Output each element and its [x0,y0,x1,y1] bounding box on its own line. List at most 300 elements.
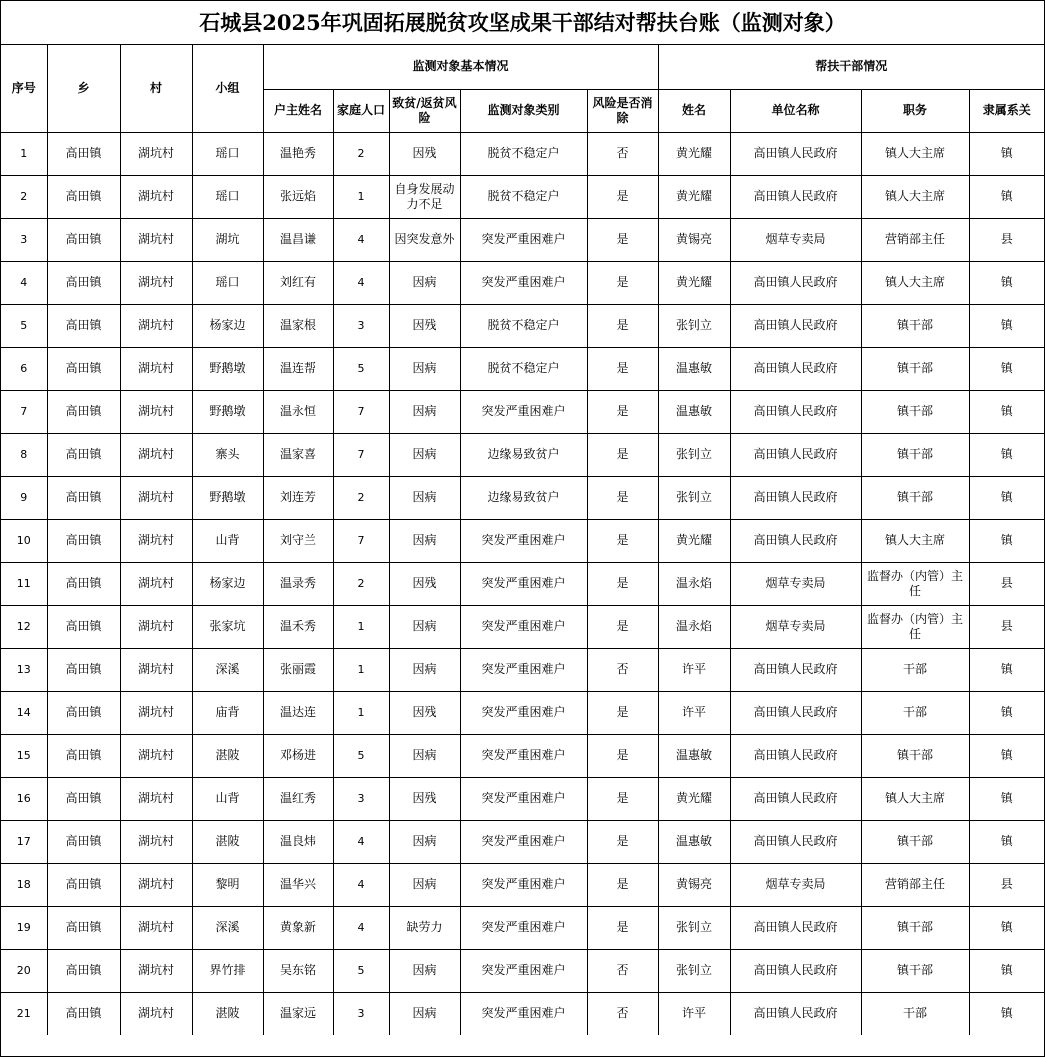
cell-group: 瑶口 [192,132,263,175]
cell-category: 突发严重困难户 [460,777,587,820]
cell-township: 高田镇 [47,476,120,519]
cell-position: 镇人大主席 [861,261,969,304]
cell-level: 镇 [969,433,1044,476]
cell-unit: 高田镇人民政府 [730,734,861,777]
cell-village: 湖坑村 [120,476,192,519]
cell-position: 镇干部 [861,734,969,777]
table-row [1,949,1044,992]
cell-eliminated: 是 [587,605,658,648]
cell-eliminated: 是 [587,562,658,605]
cell-township: 高田镇 [47,347,120,390]
cell-category: 突发严重困难户 [460,519,587,562]
cell-level: 县 [969,605,1044,648]
cell-unit: 高田镇人民政府 [730,992,861,1035]
cell-unit: 高田镇人民政府 [730,519,861,562]
cell-township: 高田镇 [47,691,120,734]
cell-group: 杨家边 [192,304,263,347]
cell-eliminated: 是 [587,175,658,218]
cell-eliminated: 否 [587,132,658,175]
cell-helper-name: 黄锡亮 [658,863,730,906]
cell-index: 1 [1,132,47,175]
cell-township: 高田镇 [47,218,120,261]
cell-head-name: 张丽霞 [263,648,333,691]
cell-helper-name: 温惠敏 [658,347,730,390]
cell-category: 突发严重困难户 [460,906,587,949]
cell-level: 镇 [969,992,1044,1035]
cell-township: 高田镇 [47,175,120,218]
cell-risk: 因病 [389,949,460,992]
cell-position: 镇干部 [861,433,969,476]
table-row [1,132,1044,175]
cell-helper-name: 温惠敏 [658,390,730,433]
cell-unit: 烟草专卖局 [730,863,861,906]
header-unit: 单位名称 [730,89,861,132]
cell-position: 监督办（内管）主任 [861,605,969,648]
cell-family-size: 4 [333,863,389,906]
cell-index: 20 [1,949,47,992]
cell-unit: 高田镇人民政府 [730,820,861,863]
cell-township: 高田镇 [47,906,120,949]
cell-group: 瑶口 [192,261,263,304]
cell-risk: 因病 [389,992,460,1035]
header-eliminated: 风险是否消除 [587,89,658,132]
cell-risk: 因病 [389,605,460,648]
cell-township: 高田镇 [47,605,120,648]
header-family-size: 家庭人口 [333,89,389,132]
cell-level: 镇 [969,734,1044,777]
cell-unit: 烟草专卖局 [730,218,861,261]
cell-head-name: 温录秀 [263,562,333,605]
cell-category: 突发严重困难户 [460,863,587,906]
cell-village: 湖坑村 [120,261,192,304]
cell-township: 高田镇 [47,648,120,691]
cell-township: 高田镇 [47,519,120,562]
cell-helper-name: 张钊立 [658,433,730,476]
header-village: 村 [120,45,192,132]
cell-family-size: 1 [333,175,389,218]
cell-helper-name: 许平 [658,648,730,691]
cell-helper-name: 温永焰 [658,605,730,648]
cell-category: 突发严重困难户 [460,261,587,304]
cell-category: 边缘易致贫户 [460,476,587,519]
cell-village: 湖坑村 [120,992,192,1035]
cell-helper-name: 黄光耀 [658,777,730,820]
cell-eliminated: 是 [587,777,658,820]
cell-group: 湛陂 [192,992,263,1035]
cell-family-size: 4 [333,218,389,261]
cell-township: 高田镇 [47,562,120,605]
cell-village: 湖坑村 [120,347,192,390]
table-row [1,562,1044,605]
cell-position: 镇干部 [861,304,969,347]
cell-head-name: 温家根 [263,304,333,347]
cell-family-size: 3 [333,777,389,820]
cell-eliminated: 否 [587,949,658,992]
cell-position: 干部 [861,992,969,1035]
cell-head-name: 温连帮 [263,347,333,390]
cell-risk: 因病 [389,734,460,777]
cell-head-name: 张远焰 [263,175,333,218]
cell-category: 边缘易致贫户 [460,433,587,476]
cell-index: 19 [1,906,47,949]
table-row [1,433,1044,476]
cell-helper-name: 张钊立 [658,906,730,949]
cell-level: 县 [969,218,1044,261]
cell-index: 21 [1,992,47,1035]
cell-head-name: 温永恒 [263,390,333,433]
cell-category: 突发严重困难户 [460,820,587,863]
cell-township: 高田镇 [47,132,120,175]
cell-eliminated: 是 [587,304,658,347]
cell-group: 寨头 [192,433,263,476]
header-index: 序号 [1,45,47,132]
cell-position: 镇干部 [861,347,969,390]
cell-village: 湖坑村 [120,562,192,605]
cell-township: 高田镇 [47,949,120,992]
cell-eliminated: 是 [587,691,658,734]
cell-risk: 因病 [389,820,460,863]
cell-level: 镇 [969,261,1044,304]
cell-unit: 高田镇人民政府 [730,390,861,433]
cell-township: 高田镇 [47,390,120,433]
header-township: 乡 [47,45,120,132]
cell-risk: 因残 [389,777,460,820]
cell-head-name: 温艳秀 [263,132,333,175]
cell-unit: 高田镇人民政府 [730,906,861,949]
cell-head-name: 温家远 [263,992,333,1035]
cell-village: 湖坑村 [120,648,192,691]
cell-township: 高田镇 [47,863,120,906]
cell-level: 镇 [969,175,1044,218]
header-level: 隶属系关 [969,89,1044,132]
cell-unit: 烟草专卖局 [730,605,861,648]
cell-family-size: 7 [333,519,389,562]
cell-township: 高田镇 [47,777,120,820]
header-category: 监测对象类别 [460,89,587,132]
header-head-name: 户主姓名 [263,89,333,132]
cell-index: 18 [1,863,47,906]
cell-family-size: 1 [333,605,389,648]
header-group: 小组 [192,45,263,132]
cell-level: 镇 [969,390,1044,433]
cell-position: 镇人大主席 [861,132,969,175]
cell-level: 镇 [969,777,1044,820]
cell-group: 瑶口 [192,175,263,218]
cell-eliminated: 是 [587,476,658,519]
cell-category: 突发严重困难户 [460,390,587,433]
cell-head-name: 刘守兰 [263,519,333,562]
cell-eliminated: 是 [587,347,658,390]
cell-helper-name: 黄锡亮 [658,218,730,261]
cell-head-name: 温良炜 [263,820,333,863]
table-body [1,132,1044,1035]
cell-group: 深溪 [192,906,263,949]
table-row [1,906,1044,949]
cell-village: 湖坑村 [120,777,192,820]
cell-family-size: 1 [333,648,389,691]
cell-group: 山背 [192,777,263,820]
cell-index: 15 [1,734,47,777]
cell-index: 8 [1,433,47,476]
cell-head-name: 温达连 [263,691,333,734]
cell-position: 镇干部 [861,390,969,433]
cell-unit: 高田镇人民政府 [730,949,861,992]
cell-village: 湖坑村 [120,820,192,863]
cell-risk: 因残 [389,132,460,175]
cell-risk: 因残 [389,304,460,347]
cell-index: 4 [1,261,47,304]
cell-family-size: 2 [333,562,389,605]
cell-helper-name: 张钊立 [658,304,730,347]
cell-group: 野鹅墩 [192,476,263,519]
cell-risk: 因突发意外 [389,218,460,261]
table-row [1,476,1044,519]
cell-position: 镇干部 [861,476,969,519]
cell-eliminated: 是 [587,218,658,261]
cell-family-size: 4 [333,820,389,863]
table-row [1,691,1044,734]
cell-index: 5 [1,304,47,347]
cell-head-name: 温红秀 [263,777,333,820]
cell-family-size: 5 [333,949,389,992]
cell-index: 14 [1,691,47,734]
cell-level: 镇 [969,132,1044,175]
cell-helper-name: 张钊立 [658,476,730,519]
cell-unit: 烟草专卖局 [730,562,861,605]
cell-eliminated: 是 [587,261,658,304]
cell-position: 镇人大主席 [861,777,969,820]
cell-group: 黎明 [192,863,263,906]
cell-position: 营销部主任 [861,218,969,261]
cell-category: 突发严重困难户 [460,648,587,691]
cell-family-size: 5 [333,347,389,390]
table-row [1,175,1044,218]
cell-village: 湖坑村 [120,691,192,734]
table-row [1,820,1044,863]
cell-eliminated: 是 [587,433,658,476]
table-row [1,347,1044,390]
cell-village: 湖坑村 [120,605,192,648]
cell-head-name: 温禾秀 [263,605,333,648]
cell-eliminated: 是 [587,906,658,949]
table-row [1,605,1044,648]
cell-level: 镇 [969,476,1044,519]
cell-township: 高田镇 [47,433,120,476]
cell-risk: 因病 [389,347,460,390]
cell-helper-name: 张钊立 [658,949,730,992]
table-row [1,218,1044,261]
cell-position: 镇人大主席 [861,519,969,562]
cell-position: 镇干部 [861,949,969,992]
table-row [1,992,1044,1035]
table-row [1,777,1044,820]
cell-risk: 因病 [389,648,460,691]
cell-position: 镇干部 [861,906,969,949]
cell-category: 脱贫不稳定户 [460,347,587,390]
cell-group: 界竹排 [192,949,263,992]
table-row [1,734,1044,777]
cell-township: 高田镇 [47,261,120,304]
cell-township: 高田镇 [47,734,120,777]
cell-unit: 高田镇人民政府 [730,132,861,175]
cell-index: 2 [1,175,47,218]
cell-level: 镇 [969,304,1044,347]
cell-eliminated: 否 [587,648,658,691]
cell-category: 突发严重困难户 [460,949,587,992]
cell-position: 镇人大主席 [861,175,969,218]
cell-level: 镇 [969,820,1044,863]
cell-risk: 因病 [389,433,460,476]
cell-helper-name: 许平 [658,691,730,734]
cell-position: 干部 [861,691,969,734]
cell-family-size: 3 [333,304,389,347]
cell-village: 湖坑村 [120,734,192,777]
cell-risk: 因病 [389,519,460,562]
ledger-table [1,45,1044,1035]
cell-village: 湖坑村 [120,863,192,906]
cell-head-name: 黄象新 [263,906,333,949]
cell-unit: 高田镇人民政府 [730,433,861,476]
table-row [1,519,1044,562]
cell-index: 12 [1,605,47,648]
cell-category: 脱贫不稳定户 [460,132,587,175]
cell-village: 湖坑村 [120,433,192,476]
cell-family-size: 2 [333,476,389,519]
cell-eliminated: 否 [587,992,658,1035]
cell-unit: 高田镇人民政府 [730,175,861,218]
cell-head-name: 吴东铭 [263,949,333,992]
cell-head-name: 温华兴 [263,863,333,906]
cell-family-size: 4 [333,906,389,949]
cell-helper-name: 温永焰 [658,562,730,605]
cell-risk: 因残 [389,562,460,605]
cell-helper-name: 黄光耀 [658,132,730,175]
table-row [1,863,1044,906]
cell-head-name: 刘连芳 [263,476,333,519]
cell-head-name: 刘红有 [263,261,333,304]
header-position: 职务 [861,89,969,132]
cell-index: 11 [1,562,47,605]
cell-level: 县 [969,863,1044,906]
cell-level: 镇 [969,691,1044,734]
table-row [1,261,1044,304]
cell-family-size: 5 [333,734,389,777]
cell-position: 镇干部 [861,820,969,863]
cell-risk: 因病 [389,863,460,906]
cell-index: 7 [1,390,47,433]
cell-category: 脱贫不稳定户 [460,175,587,218]
cell-level: 镇 [969,906,1044,949]
cell-group: 湛陂 [192,820,263,863]
table-row [1,390,1044,433]
cell-risk: 因病 [389,390,460,433]
cell-village: 湖坑村 [120,519,192,562]
cell-eliminated: 是 [587,734,658,777]
cell-unit: 高田镇人民政府 [730,476,861,519]
cell-family-size: 2 [333,132,389,175]
cell-risk: 因残 [389,691,460,734]
cell-index: 3 [1,218,47,261]
cell-family-size: 7 [333,433,389,476]
cell-family-size: 7 [333,390,389,433]
cell-eliminated: 是 [587,519,658,562]
cell-risk: 缺劳力 [389,906,460,949]
cell-index: 13 [1,648,47,691]
cell-position: 营销部主任 [861,863,969,906]
cell-helper-name: 黄光耀 [658,519,730,562]
page-title: 石城县2025年巩固拓展脱贫攻坚成果干部结对帮扶台账（监测对象） [1,1,1044,45]
cell-eliminated: 是 [587,863,658,906]
cell-category: 突发严重困难户 [460,734,587,777]
cell-group: 张家坑 [192,605,263,648]
cell-village: 湖坑村 [120,390,192,433]
cell-category: 脱贫不稳定户 [460,304,587,347]
cell-village: 湖坑村 [120,218,192,261]
cell-position: 监督办（内管）主任 [861,562,969,605]
header-monitor-group: 监测对象基本情况 [263,45,658,89]
cell-group: 山背 [192,519,263,562]
cell-township: 高田镇 [47,304,120,347]
cell-index: 10 [1,519,47,562]
cell-group: 深溪 [192,648,263,691]
cell-level: 镇 [969,347,1044,390]
cell-helper-name: 许平 [658,992,730,1035]
cell-category: 突发严重困难户 [460,605,587,648]
cell-village: 湖坑村 [120,906,192,949]
cell-group: 野鹅墩 [192,347,263,390]
cell-unit: 高田镇人民政府 [730,648,861,691]
cell-index: 6 [1,347,47,390]
cell-helper-name: 温惠敏 [658,820,730,863]
cell-category: 突发严重困难户 [460,992,587,1035]
cell-head-name: 温昌谦 [263,218,333,261]
cell-index: 17 [1,820,47,863]
cell-unit: 高田镇人民政府 [730,691,861,734]
cell-group: 湖坑 [192,218,263,261]
cell-family-size: 1 [333,691,389,734]
cell-unit: 高田镇人民政府 [730,304,861,347]
cell-helper-name: 黄光耀 [658,261,730,304]
cell-group: 庙背 [192,691,263,734]
cell-township: 高田镇 [47,992,120,1035]
cell-village: 湖坑村 [120,175,192,218]
header-risk: 致贫/返贫风险 [389,89,460,132]
cell-head-name: 温家喜 [263,433,333,476]
cell-position: 干部 [861,648,969,691]
cell-risk: 因病 [389,476,460,519]
cell-index: 16 [1,777,47,820]
cell-unit: 高田镇人民政府 [730,347,861,390]
cell-unit: 高田镇人民政府 [730,261,861,304]
cell-eliminated: 是 [587,390,658,433]
header-helper-name: 姓名 [658,89,730,132]
cell-level: 镇 [969,949,1044,992]
table-row [1,304,1044,347]
cell-village: 湖坑村 [120,949,192,992]
cell-eliminated: 是 [587,820,658,863]
cell-head-name: 邓杨进 [263,734,333,777]
cell-family-size: 3 [333,992,389,1035]
cell-category: 突发严重困难户 [460,218,587,261]
cell-village: 湖坑村 [120,132,192,175]
cell-category: 突发严重困难户 [460,562,587,605]
cell-helper-name: 黄光耀 [658,175,730,218]
cell-level: 县 [969,562,1044,605]
cell-level: 镇 [969,519,1044,562]
table-row [1,648,1044,691]
cell-risk: 自身发展动力不足 [389,175,460,218]
cell-category: 突发严重困难户 [460,691,587,734]
